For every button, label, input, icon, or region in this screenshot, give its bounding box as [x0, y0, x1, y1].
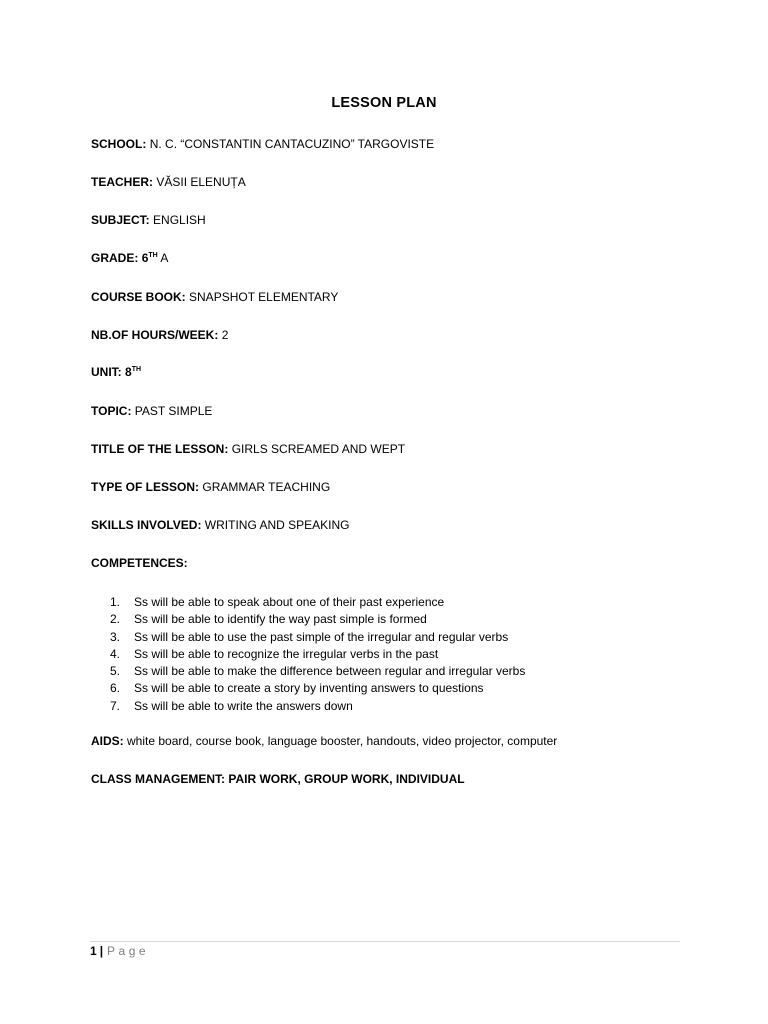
field-competences	[91, 556, 188, 570]
field-skills	[91, 518, 349, 532]
list-item-number: 3.	[110, 629, 121, 644]
list-item-text: Ss will be able to make the difference between regular and irregular verbs	[134, 664, 526, 679]
list-item	[110, 594, 525, 611]
list-item-text: Ss will be able to speak about one of their past experience	[134, 595, 445, 609]
field-school	[91, 137, 434, 151]
page-number: 1	[90, 944, 97, 958]
list-item-number: 7.	[110, 698, 121, 713]
field-hours-value: 2	[221, 328, 229, 342]
field-unit	[91, 365, 141, 379]
field-school-label: SCHOOL:	[91, 137, 147, 151]
field-class-management-label: CLASS MANAGEMENT:	[91, 772, 225, 786]
list-item-text: Ss will be able to identify the way past simple is formed	[134, 612, 427, 627]
field-grade-class: A	[160, 251, 169, 265]
list-item-number: 4.	[110, 646, 121, 661]
field-class-management-value: PAIR WORK, GROUP WORK, INDIVIDUAL	[228, 772, 465, 786]
field-topic-label: TOPIC:	[91, 404, 132, 418]
field-course-book-value: SNAPSHOT ELEMENTARY	[189, 290, 339, 304]
field-grade-label: GRADE:	[91, 251, 139, 265]
field-subject-label: SUBJECT:	[91, 213, 150, 227]
field-teacher	[91, 175, 246, 189]
field-course-book	[91, 290, 338, 304]
field-aids	[91, 734, 557, 748]
list-item	[110, 611, 525, 628]
list-item	[110, 698, 525, 715]
list-item	[110, 680, 525, 697]
list-item-number: 2.	[110, 612, 121, 627]
field-aids-label: AIDS:	[91, 734, 124, 748]
footer-separator: |	[99, 944, 104, 958]
field-aids-value: white board, course book, language booster, handouts, video projector, computer	[127, 734, 558, 748]
field-competences-label: COMPETENCES:	[91, 556, 188, 570]
list-item-text: Ss will be able to create a story by inventing answers to questions	[134, 681, 484, 696]
field-grade-number: 6	[141, 251, 149, 265]
field-lesson-title-label: TITLE OF THE LESSON:	[91, 442, 229, 456]
field-skills-label: SKILLS INVOLVED:	[91, 518, 202, 532]
page-title: LESSON PLAN	[331, 95, 437, 111]
field-lesson-type-value: GRAMMAR TEACHING	[202, 480, 331, 494]
field-hours-label: NB.OF HOURS/WEEK:	[91, 328, 219, 342]
field-class-management	[91, 772, 465, 786]
field-skills-value: WRITING AND SPEAKING	[204, 518, 350, 532]
field-lesson-type-label: TYPE OF LESSON:	[91, 480, 200, 494]
list-item	[110, 629, 525, 646]
list-item-number: 1.	[110, 595, 121, 609]
field-grade	[91, 251, 168, 265]
list-item	[110, 663, 525, 680]
field-unit-label: UNIT:	[91, 365, 122, 379]
page-word: Page	[107, 944, 150, 958]
list-item	[110, 646, 525, 663]
list-item-text: Ss will be able to use the past simple of the irregular and regular verbs	[134, 629, 509, 644]
competences-list	[110, 594, 525, 715]
field-teacher-label: TEACHER:	[91, 175, 153, 189]
field-grade-ordinal: TH	[148, 252, 158, 259]
footer-divider	[90, 941, 680, 942]
field-course-book-label: COURSE BOOK:	[91, 290, 186, 304]
list-item-text: Ss will be able to recognize the irregular verbs in the past	[134, 646, 439, 661]
field-unit-ordinal: TH	[131, 366, 142, 373]
field-lesson-type	[91, 480, 330, 494]
field-topic-value: PAST SIMPLE	[134, 404, 213, 418]
field-topic	[91, 404, 212, 418]
field-subject-value: ENGLISH	[153, 213, 206, 227]
field-school-value: N. C. “CONSTANTIN CANTACUZINO” TARGOVISTE	[149, 137, 435, 151]
list-item-text: Ss will be able to write the answers down	[134, 698, 353, 713]
list-item-number: 5.	[110, 664, 121, 679]
field-hours	[91, 328, 228, 342]
field-lesson-title	[91, 442, 405, 456]
field-subject	[91, 213, 206, 227]
page-footer	[90, 944, 149, 958]
field-lesson-title-value: GIRLS SCREAMED AND WEPT	[231, 442, 406, 456]
field-teacher-value: VĂSII ELENUȚA	[156, 175, 246, 189]
list-item-number: 6.	[110, 681, 121, 696]
field-unit-number: 8	[125, 365, 132, 379]
